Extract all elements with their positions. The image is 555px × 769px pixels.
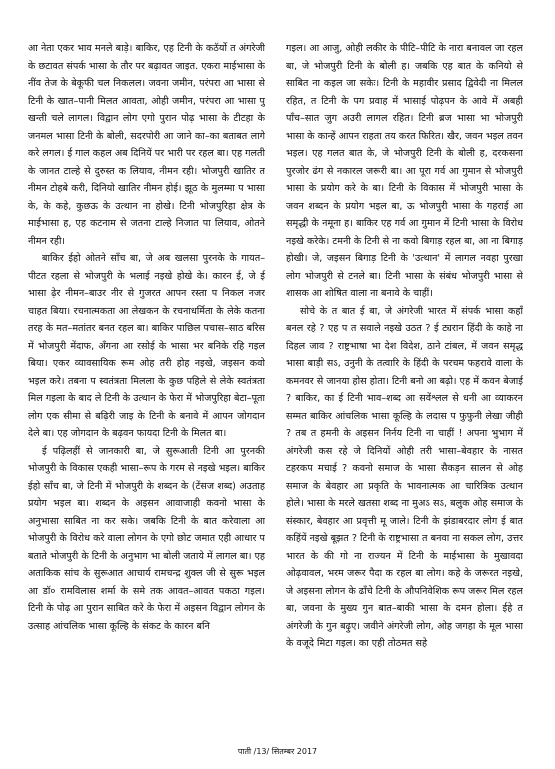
right-column: [286, 40, 523, 734]
paragraph: गइल। आ आजु, ओही लकीर के पीटि–पीटि के नारा बनावल जा रहल बा, जे भोजपुरी टिनी के बोली ह। जबकि एह बात के कनियो से साबित ना कइल जा सकेः। टिनी के महावीर प्रसाद द्विवेदी ना मिलल रहित, त टिनी के पग प्रवाह में भासाई पोढ़पन के आवे में अबही पाँच–सात जुग अउरी लागल रहित। टिनी ब्रज भासा भा भोजपुरी भासा के कान्हें आपन राहता तय करत फिरित। खैर, जवन भइल तवन भइल। एह गलत बात के, जे भोजपुरी टिनी के बोली ह, दरकसना पुरजोर ढंग से नकारल जरूरी बा। आ पूरा गर्व आ गुमान से भोजपुरी भासा के प्रयोग करे के बा। टिनी के विकास में भोजपुरी भासा के जवन शब्दन के प्रयोग भइल बा, ऊ भोजपुरी भासा के गहराई आ समृद्धी के नमूना ह। बाकिर एह गर्व आ गुमान में टिनी भासा के विरोध नइखे करेके। टमनी के टिनी से ना कवो बिगाड़ रहल बा, आ ना बिगाड़ होखी। जे, जइसन बिगाड़ टिनी के 'उत्थान' में लागल नवहा पुरखा लोग भोजपुरी से टनले बा। टिनी भासा के संबंध भोजपुरी भासा से शासक आ शोषित वाला ना बनावे के चाहीं।: [286, 43, 523, 299]
left-column: [28, 40, 265, 734]
paragraph: ई पढ़िलहीं से जानकारी बा, जे सुरूआती टिनी आ पुरनकी भोजपुरी के विकास एकही भासा–रूप के गरम से नइखे भइल। बाकिर ईहो साँच बा, जे टिनी में भोजपुरी के शब्दन के (टेंसज शब्द) अउताह प्रयोग भइल बा। शब्दन के अइसन आवाजाही कवनो भासा के अनुभासा साबित ना कर सके। जबकि टिनी के बात करेवाला आ भोजपुरी के विरोध करे वाला लोगन के एगो छोट जमात एही आधार प बताते भोजपुरी के टिनी के अनुभाग भा बोली जताये में लागल बा। एह अताकिक सांच के सुरूआत आचार्य रामचन्द्र शुक्ल जी से सुरू भइल आ डॉ० रामविलास शर्मा के समे तक आवत–आवत पकठा गइल। टिनी के पोढ़ आ पुरान साबित करे के फेरा में अइसन विद्वान लोगन के उत्साह आंचलिक भासा कूल्हि के संकट के कारन बनि: [28, 445, 265, 632]
paragraph: आ नेता एकर भाव मनले बाड़े। बाकिर, एह टिनी के कठॅर्यो त अंगरेजी के छटावत संपर्क भासा के तौर पर बढ़ावत जाइत. एकरा माईभासा के नींव तेज के बेकूफी चल निकलल। जवना जमीन, परंपरा आ भासा से टिनी के खात–पानी मिलत आवता, ओही जमीन, परंपरा आ भासा पु खन्ती चले लागल। विद्वान लोग एगो पुरान पोढ़ भासा के टीटहा के जनमल भासा टिनी के बोली, सदरपोरी आ जाने का–का बताबत लागे करे लगल। ई गाल कहल अब दिनियें पर भारी पर रहल बा। एह गलती के जानत टाल्हे से दुरुस्त क लियाव, नीमन रही। भोजपुरी खातिर त नीमन टोहबे करी, दिनियो खातिर नीमन होई। झूठ के मुलम्मा प भासा के, के कहे, कुछऊ के उत्थान ना होखे। टिनी भोजपुरिहा क्षेत्र के माईभासा ह, एह कटनाम से जतना टाल्हे निजात पा लियाव, ओतने नीमन रही।: [28, 43, 265, 247]
paragraph: बाकिर ईहो ओतने साँच बा, जे अब खलसा पुरनके के गायत–पीटत रहला से भोजपुरी के भलाई नइखे होखे के। कारन ई, जे ई भासा ढ़ेर नीमन–बाउर नीर से गुजरत आपन रस्ता प निकल नजर चाहत बिया। रचनात्मकता आ लेखकन के रचनाधर्मिता के लेके कतना तरह के मत–मतांतर बनत रहल बा। बाकिर पाछिल पचास–साठ बरिस में भोजपुरी मेंदाफ, अँगना आ रसोई के भासा भर बनिके रहि गइल बिया। एकर व्यावसायिक रूम ओह तरी होह नइखे, जइसन कवो भइल करे। तबना प स्वतंत्रता मिलला के कुछ पहिले से लेके स्वतंत्रता मिल गइला के बाद ले टिनी के उत्थान के फेरा में भोजपुरिहा बेटा–पूता लोग एक सीमा से बढ़िरी जाइ के टिनी के बनावे में आपन जोगदान देले बा। एह जोगदान के बढ़वन फायदा टिनी के मिलत बा।: [28, 253, 265, 439]
paragraph: सोचे के त बात ई बा, जे अंगरेजी भारत में संपर्क भासा कहाँ बनल रहे ? एह प त सवाले नइखे उठत ? ई ट्यरान हिंदी के काहे ना दिहल जाव ? राष्ट्रभाषा भा देश विदेश, ठाने टांबल, में जवन समृद्ध भासा बाड़ी सऽ, उनुनी के तत्वारि के हिंदी के परचम फहरावे वाला के कमनवर से जानया होस होता। टिनी बनो आ बढ़ो। एह में कवन बेजाई ? बाकिर, का ई टिनी भाव–शब्द आ सवेंश्लल से धनी आ व्याकरन सम्मत बाकिर आंचलिक भासा कूल्हि के लदास प फुफुनी लेखा जीही ? तब त हमनी के अइसन निर्नय टिनी ना चाहीं ! अपना भुभाग में अंगरेजी कस रहे जे दिनियों ओही तरी भासा–बेवहार के नासत टहरकप मचाई ? कवनो समाज के भासा सैकड़न सालन से ओह समाज के बेवहार आ प्रकृति के भावनात्मक आ चारित्रिक उत्थान होले। भासा के मरले खतसा शब्द ना मुअऽ सऽ, बलुक ओह समाज के संस्कार, बेवहार आ प्रवृत्ती मू जाले। टिनी के झंडाबरदार लोग ई बात कहिंयें नइखे बूझत ? टिनी के राष्ट्रभासा त बनवा ना सकल लोग, उत्तर भारत के की गो ना राज्यन में टिनी के माईभासा के मुखावदा ओढ़वावल, भरम जरूर पैदा क रहल बा लोग। कहे के जरूरत नइखे, जे अइसना लोगन के ढाँचे टिनी के औपनिवेशिक रूप जरूर मिल रहल बा, जवना के मुख्य गुन बात–बाकी भासा के दमन होला। ईहे त अंगरेजी के गुन बढ़ुए। जवीने अंगरेजी लोग, ओह जगहा के मूल भासा के वजूदे मिटा गइल। का एही तोठमत सहे: [286, 305, 523, 649]
page-footer: पाती /13/ सितम्बर 2017: [237, 747, 318, 756]
